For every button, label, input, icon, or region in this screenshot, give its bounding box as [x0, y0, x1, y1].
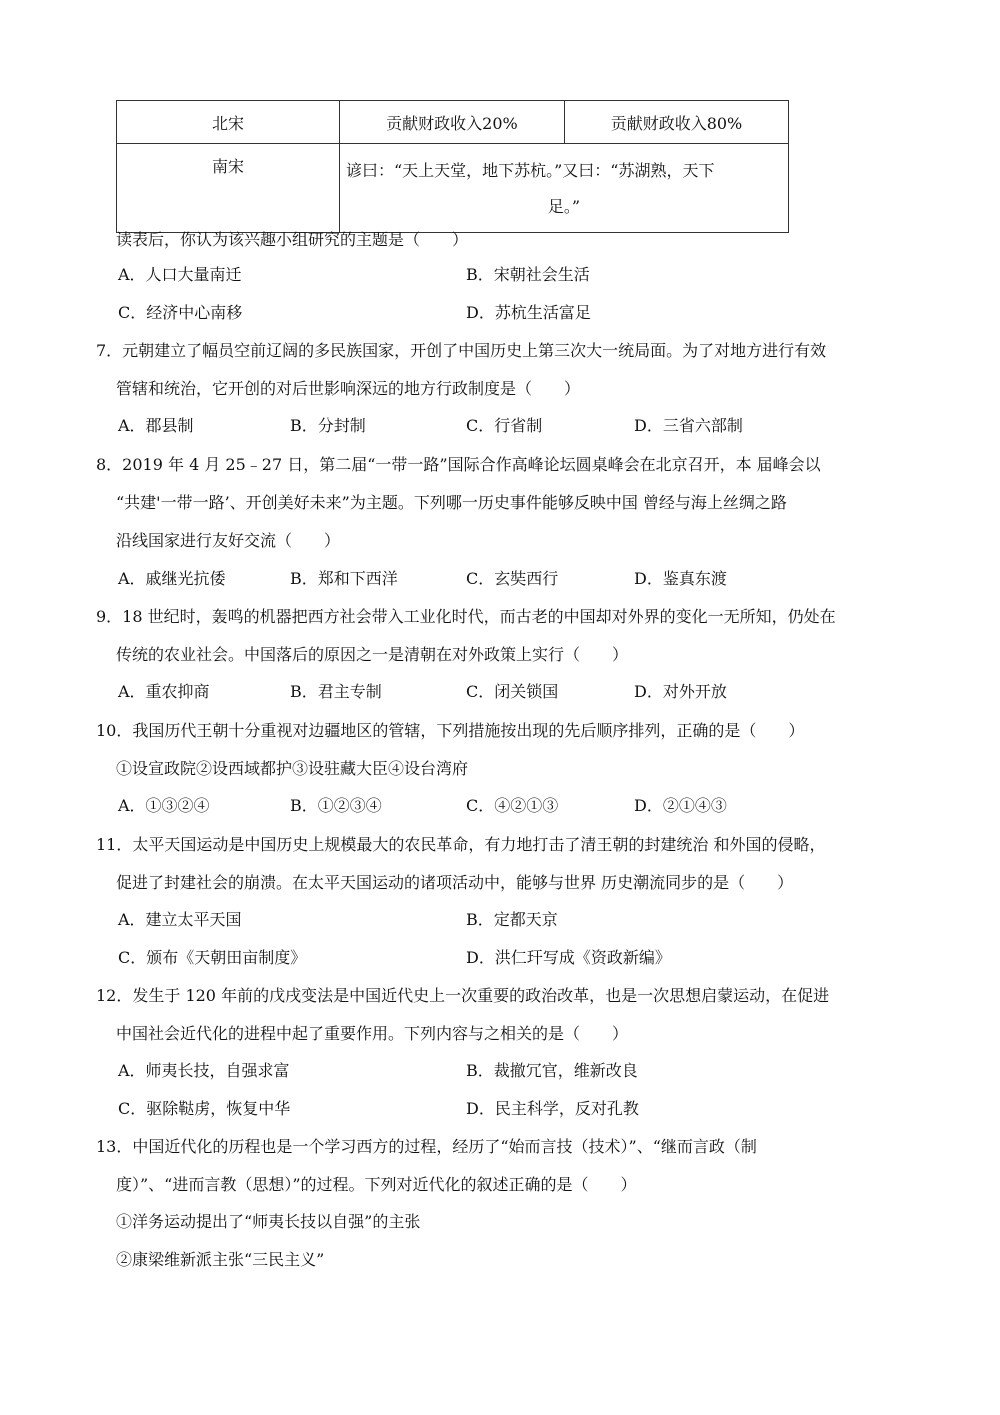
q8-line-3: 沿线国家进行友好交流（ ）: [116, 531, 341, 550]
q10-option-a[interactable]: A．①③②④: [118, 796, 210, 815]
song-economy-table: [116, 100, 789, 233]
q8-line-2: “共建'一带一路’、开创美好未来”为主题。下列哪一历史事件能够反映中国 曾经与海上丝绸之路: [116, 493, 787, 512]
q13-statement-2: ②康梁维新派主张“三民主义”: [116, 1250, 325, 1269]
q9-option-d[interactable]: D．对外开放: [634, 682, 727, 701]
q13-line-1: 13．中国近代化的历程也是一个学习西方的过程，经历了“始而言技（技术）”、“继而言政（制: [96, 1137, 757, 1156]
q10-line-1: 10．我国历代王朝十分重视对边疆地区的管辖，下列措施按出现的先后顺序排列，正确的是（ ）: [96, 721, 805, 740]
q11-option-a[interactable]: A．建立太平天国: [118, 910, 242, 929]
q12-option-d[interactable]: D．民主科学，反对孔教: [466, 1099, 639, 1118]
q9-option-a[interactable]: A．重农抑商: [118, 682, 210, 701]
q9-option-b[interactable]: B．君主专制: [290, 682, 382, 701]
q12-option-a[interactable]: A．师夷长技，自强求富: [118, 1061, 290, 1080]
table-row: [117, 101, 789, 144]
q7-option-c[interactable]: C．行省制: [466, 416, 543, 435]
row-label-southern-song: 南宋: [117, 144, 340, 233]
q9-line-1: 9．18 世纪时，轰鸣的机器把西方社会带入工业化时代，而古老的中国却对外界的变化一无所知，仍处在: [96, 607, 836, 626]
q6-option-b[interactable]: B．宋朝社会生活: [466, 265, 590, 284]
q11-line-2: 促进了封建社会的崩溃。在太平天国运动的诸项活动中，能够与世界 历史潮流同步的是（ ）: [116, 873, 794, 892]
q8-option-b[interactable]: B．郑和下西洋: [290, 569, 398, 588]
q7-option-d[interactable]: D．三省六部制: [634, 416, 743, 435]
q6-option-c[interactable]: C．经济中心南移: [118, 303, 243, 322]
q10-option-c[interactable]: C．④②①③: [466, 796, 559, 815]
q10-option-d[interactable]: D．②①④③: [634, 796, 727, 815]
q6-option-d[interactable]: D．苏杭生活富足: [466, 303, 591, 322]
row-label-northern-song: 北宋: [117, 101, 340, 144]
q8-option-d[interactable]: D．鉴真东渡: [634, 569, 727, 588]
proverb-line-2: 足。”: [547, 197, 581, 216]
q6-stem: 读表后，你认为该兴趣小组研究的主题是（ ）: [116, 230, 469, 249]
q9-option-c[interactable]: C．闭关锁国: [466, 682, 559, 701]
q9-line-2: 传统的农业社会。中国落后的原因之一是清朝在对外政策上实行（ ）: [116, 645, 629, 664]
q7-line-1: 7．元朝建立了幅员空前辽阔的多民族国家，开创了中国历史上第三次大一统局面。为了对地方进行有效: [96, 341, 827, 360]
table-row: [117, 144, 789, 233]
q12-option-c[interactable]: C．驱除鞑虏，恢复中华: [118, 1099, 291, 1118]
q10-option-b[interactable]: B．①②③④: [290, 796, 382, 815]
northern-song-revenue-20: 贡献财政收入20%: [339, 101, 564, 144]
q11-option-b[interactable]: B．定都天京: [466, 910, 558, 929]
q8-option-a[interactable]: A．戚继光抗倭: [118, 569, 226, 588]
northern-song-revenue-80: 贡献财政收入80%: [564, 101, 788, 144]
q10-line-2: ①设宣政院②设西域都护③设驻藏大臣④设台湾府: [116, 759, 469, 778]
q13-line-2: 度）”、“进而言教（思想）”的过程。下列对近代化的叙述正确的是（ ）: [116, 1175, 637, 1194]
q12-line-1: 12．发生于 120 年前的戊戌变法是中国近代史上一次重要的政治改革，也是一次思想启蒙运动，在促进: [96, 986, 830, 1005]
q11-option-c[interactable]: C．颁布《天朝田亩制度》: [118, 948, 307, 967]
q7-line-2: 管辖和统治，它开创的对后世影响深远的地方行政制度是（ ）: [116, 379, 581, 398]
q11-line-1: 11．太平天国运动是中国历史上规模最大的农民革命，有力地打击了清王朝的封建统治 和外国的侵略，: [96, 835, 826, 854]
q8-line-1: 8．2019 年 4 月 25﹣27 日，第二届“一带一路”国际合作高峰论坛圆桌峰会在北京召开，本 届峰会以: [96, 455, 821, 474]
proverb-line-1: 谚曰：“天上天堂，地下苏杭。”又曰：“苏湖熟，天下: [345, 161, 715, 180]
q12-option-b[interactable]: B．裁撤冗官，维新改良: [466, 1061, 638, 1080]
q6-option-a[interactable]: A．人口大量南迁: [118, 265, 242, 284]
q7-option-a[interactable]: A．郡县制: [118, 416, 194, 435]
q8-option-c[interactable]: C．玄奘西行: [466, 569, 559, 588]
q11-option-d[interactable]: D．洪仁玕写成《资政新编》: [466, 948, 671, 967]
q13-statement-1: ①洋务运动提出了“师夷长技以自强”的主张: [116, 1212, 421, 1231]
q12-line-2: 中国社会近代化的进程中起了重要作用。下列内容与之相关的是（ ）: [116, 1024, 629, 1043]
southern-song-proverb: [339, 144, 788, 233]
q7-option-b[interactable]: B．分封制: [290, 416, 366, 435]
